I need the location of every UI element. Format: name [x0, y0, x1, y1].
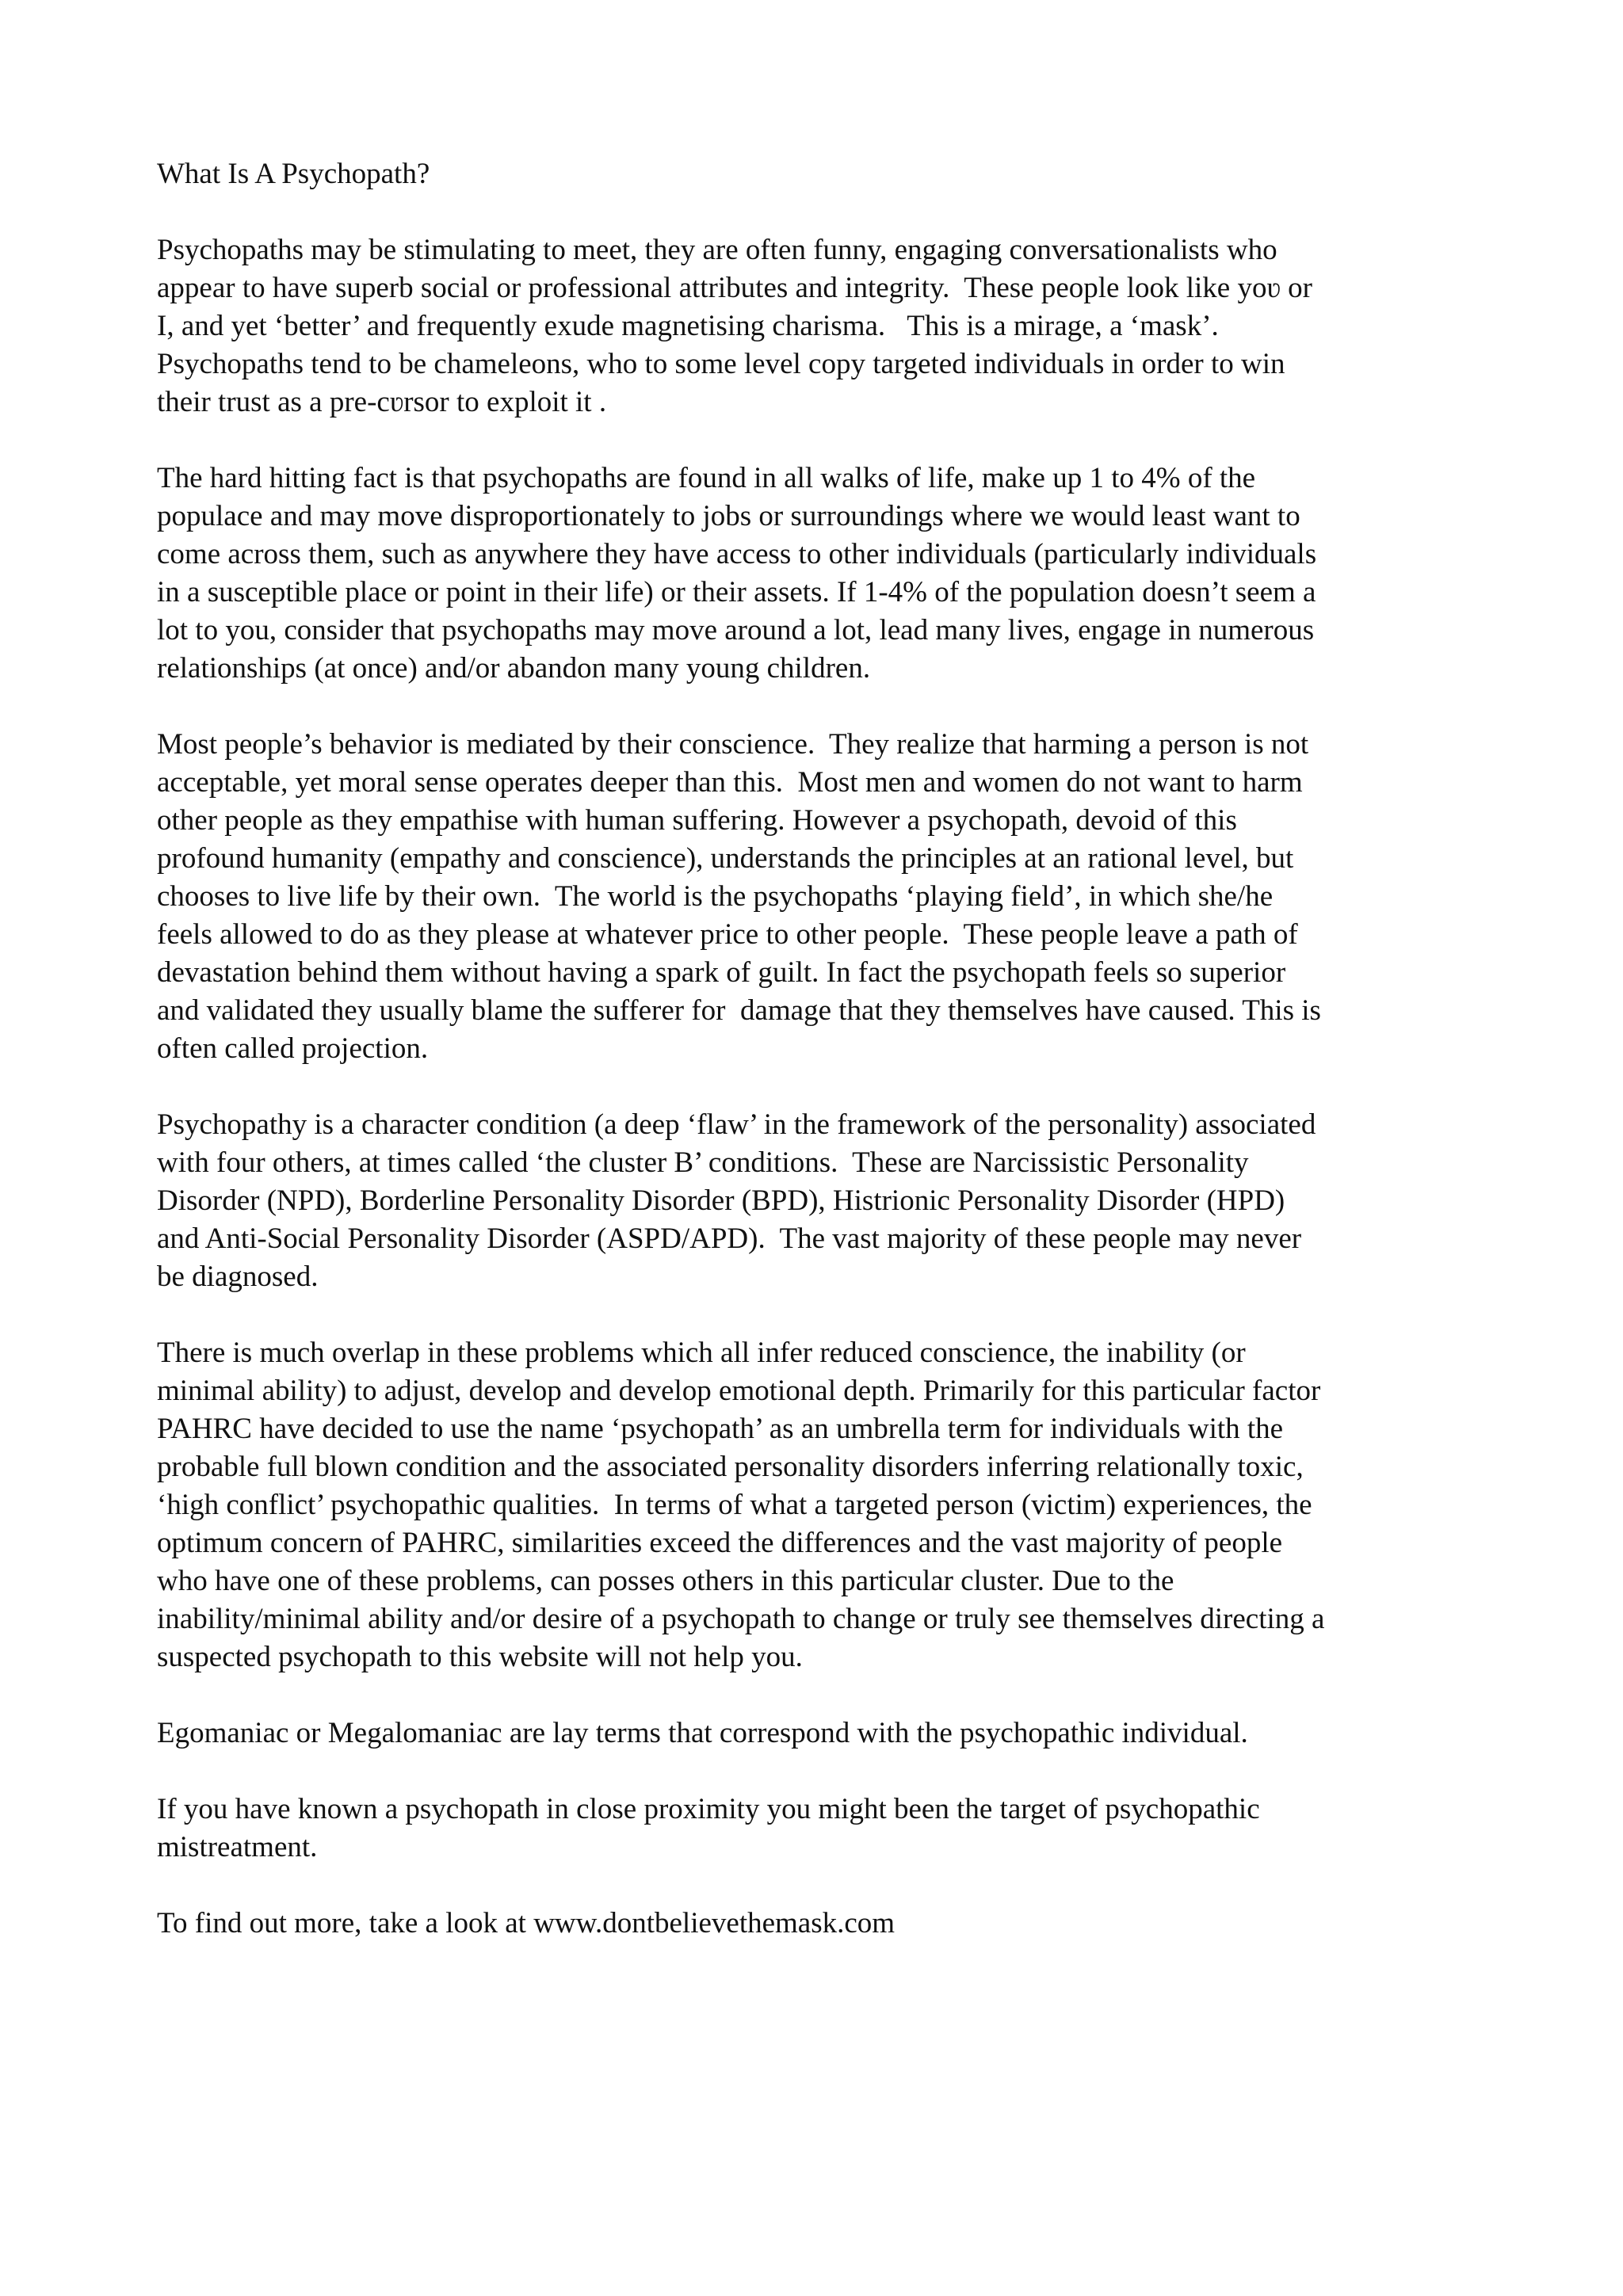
prevalence-paragraph: [157, 460, 1488, 688]
paragraph-line: ‘high conflict’ psychopathic qualities. In terms of what a targeted person (victim) experiences, the: [157, 1489, 1312, 1521]
paragraph-list: [157, 231, 1488, 1943]
paragraph-line: PAHRC have decided to use the name ‘psychopath’ as an umbrella term for individuals with the: [157, 1413, 1284, 1445]
paragraph-line: devastation behind them without having a spark of guilt. In fact the psychopath feels so superior: [157, 956, 1286, 989]
paragraph-line: relationships (at once) and/or abandon many young children.: [157, 652, 871, 685]
paragraph-line: inability/minimal ability and/or desire of a psychopath to change or truly see themselves directing a: [157, 1603, 1325, 1635]
paragraph-line: There is much overlap in these problems which all infer reduced conscience, the inability (or: [157, 1337, 1246, 1369]
paragraph-line: be diagnosed.: [157, 1261, 319, 1293]
paragraph-line: populace and may move disproportionately to jobs or surroundings where we would least want to: [157, 500, 1300, 532]
paragraph-line: lot to you, consider that psychopaths may move around a lot, lead many lives, engage in numerous: [157, 614, 1315, 646]
paragraph-line: with four others, at times called ‘the cluster B’ conditions. These are Narcissistic Personality: [157, 1146, 1249, 1179]
paragraph-line: Psychopaths tend to be chameleons, who to some level copy targeted individuals in order to win: [157, 348, 1285, 380]
paragraph-line: their trust as a pre-cʋrsor to exploit it .: [157, 386, 607, 418]
paragraph-line: and Anti-Social Personality Disorder (ASPD/APD). The vast majority of these people may never: [157, 1222, 1302, 1255]
paragraph-line: feels allowed to do as they please at whatever price to other people. These people leave a path of: [157, 918, 1298, 951]
paragraph-line: mistreatment.: [157, 1831, 318, 1863]
paragraph-line: often called projection.: [157, 1032, 429, 1065]
intro-paragraph: [157, 231, 1488, 421]
paragraph-line: acceptable, yet moral sense operates deeper than this. Most men and women do not want to harm: [157, 766, 1303, 799]
paragraph-line: other people as they empathise with human suffering. However a psychopath, devoid of this: [157, 804, 1237, 837]
paragraph-line: Disorder (NPD), Borderline Personality Disorder (BPD), Histrionic Personality Disorder (HPD): [157, 1184, 1285, 1217]
paragraph-line: If you have known a psychopath in close proximity you might been the target of psychopathic: [157, 1793, 1260, 1825]
paragraph-line: appear to have superb social or professional attributes and integrity. These people look like yoʋ or: [157, 272, 1312, 304]
proximity-paragraph: [157, 1791, 1488, 1867]
paragraph-line: who have one of these problems, can posses others in this particular cluster. Due to the: [157, 1565, 1174, 1597]
paragraph-line: optimum concern of PAHRC, similarities exceed the differences and the vast majority of people: [157, 1527, 1283, 1559]
paragraph-line: Psychopathy is a character condition (a deep ‘flaw’ in the framework of the personality) associated: [157, 1108, 1316, 1141]
paragraph-line: Egomaniac or Megalomaniac are lay terms that correspond with the psychopathic individual.: [157, 1717, 1248, 1749]
paragraph-line: profound humanity (empathy and conscience), understands the principles at an rational level, but: [157, 842, 1294, 875]
paragraph-line: minimal ability) to adjust, develop and develop emotional depth. Primarily for this particular factor: [157, 1375, 1321, 1407]
lay-terms-paragraph: [157, 1714, 1488, 1753]
paragraph-line: Psychopaths may be stimulating to meet, they are often funny, engaging conversationalists who: [157, 234, 1277, 266]
document-title: [157, 155, 1488, 193]
conscience-paragraph: [157, 726, 1488, 1068]
paragraph-line: and validated they usually blame the sufferer for damage that they themselves have caused. This is: [157, 994, 1321, 1027]
paragraph-line: I, and yet ‘better’ and frequently exude magnetising charisma. This is a mirage, a ‘mask’.: [157, 310, 1219, 342]
paragraph-line: Most people’s behavior is mediated by their conscience. They realize that harming a person is not: [157, 728, 1309, 761]
paragraph-line: in a susceptible place or point in their life) or their assets. If 1-4% of the population doesn’t seem a: [157, 576, 1316, 608]
document-body: [157, 155, 1488, 1981]
paragraph-line: The hard hitting fact is that psychopaths are found in all walks of life, make up 1 to 4% of the: [157, 462, 1256, 494]
paragraph-line: chooses to live life by their own. The world is the psychopaths ‘playing field’, in which she/he: [157, 880, 1274, 913]
paragraph-line: suspected psychopath to this website will not help you.: [157, 1641, 803, 1673]
paragraph-line: come across them, such as anywhere they have access to other individuals (particularly individuals: [157, 538, 1317, 570]
title-line: What Is A Psychopath?: [157, 158, 430, 190]
more-info-paragraph: [157, 1905, 1488, 1943]
overlap-paragraph: [157, 1334, 1488, 1676]
paragraph-line: To find out more, take a look at www.dontbelievethemask.com: [157, 1907, 896, 1939]
paragraph-line: probable full blown condition and the associated personality disorders inferring relationally toxic,: [157, 1451, 1304, 1483]
cluster-b-paragraph: [157, 1106, 1488, 1296]
